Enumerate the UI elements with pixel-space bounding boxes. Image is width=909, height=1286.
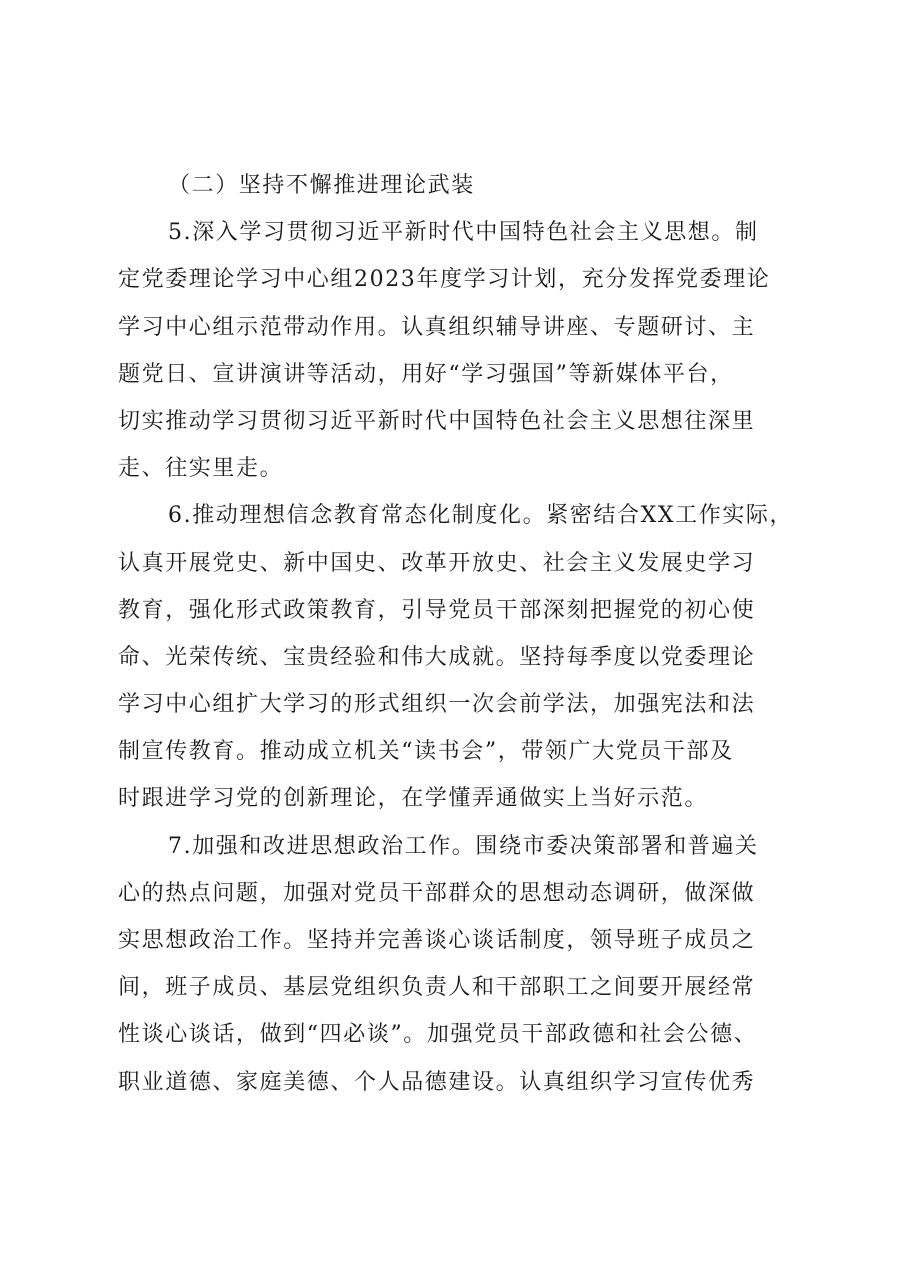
paragraph-line: 性谈心谈话，做到“四必谈”。加强党员干部政德和社会公德、 (118, 1022, 758, 1048)
paragraph-line: 认真开展党史、新中国史、改革开放史、社会主义发展史学习 (118, 550, 756, 576)
paragraph-line: 制宣传教育。推动成立机关“读书会”，带领广大党员干部及 (118, 739, 734, 765)
paragraph-line: 学习中心组扩大学习的形式组织一次会前学法，加强宪法和法 (118, 692, 756, 718)
paragraph-line: 题党日、宣讲演讲等活动，用好“学习强国”等新媒体平台， (118, 361, 734, 387)
paragraph-line: 心的热点问题，加强对党员干部群众的思想动态调研，做深做 (118, 880, 756, 906)
paragraph-line: 教育，强化形式政策教育，引导党员干部深刻把握党的初心使 (118, 597, 756, 623)
paragraph-7 (118, 823, 798, 1106)
paragraph-5 (118, 209, 798, 492)
paragraph-line: 命、光荣传统、宝贵经验和伟大成就。坚持每季度以党委理论 (118, 644, 756, 670)
paragraph-line: 学习中心组示范带动作用。认真组织辅导讲座、专题研讨、主 (118, 314, 756, 340)
paragraph-line: 实思想政治工作。坚持并完善谈心谈话制度，领导班子成员之 (118, 928, 756, 953)
paragraph-line: 切实推动学习贯彻习近平新时代中国特色社会主义思想往深里 (118, 408, 756, 434)
paragraph-line: 职业道德、家庭美德、个人品德建设。认真组织学习宣传优秀 (118, 1069, 756, 1095)
paragraph-line: 走、往实里走。 (118, 456, 284, 482)
paragraph-line: 5.深入学习贯彻习近平新时代中国特色社会主义思想。制 (168, 220, 759, 246)
paragraph-line: 7.加强和改进思想政治工作。围绕市委决策部署和普遍关 (168, 833, 759, 859)
paragraph-line: 时跟进学习党的创新理论，在学懂弄通做实上当好示范。 (118, 786, 709, 812)
paragraph-line: 定党委理论学习中心组2023年度学习计划，充分发挥党委理论 (118, 267, 771, 293)
paragraph-6 (118, 492, 798, 822)
section-heading: （二）坚持不懈推进理论武装 (168, 173, 475, 198)
paragraph-line: 6.推动理想信念教育常态化制度化。紧密结合XX工作实际， (168, 503, 794, 529)
paragraph-line: 间，班子成员、基层党组织负责人和干部职工之间要开展经常 (118, 975, 756, 1001)
document-body (118, 162, 798, 1106)
